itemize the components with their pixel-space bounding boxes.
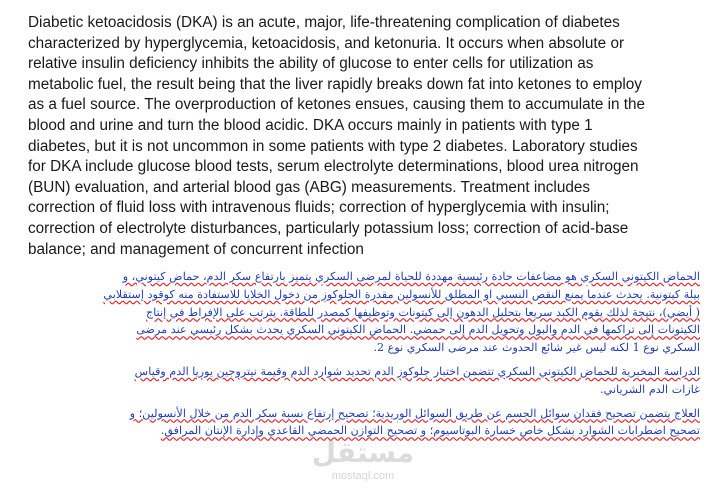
watermark <box>308 436 418 496</box>
arabic-line: ( أيضي)، نتيجة لذلك يقوم الكبد سريعا بتحليل الدهون إلى كيتونات وتوظيفها كمصدر للطاقة. يترتب على الإفراط في إنتاج <box>146 305 700 319</box>
arabic-line: بيلة كيتونية. يحدث عندما يمنع النقص النسبي او المطلق للأنسولين مقدرة الجلوكوز من دخول الخلايا للاستفادة منه كوقود إستقلابي <box>103 287 700 301</box>
arabic-line: الحماض الكيتوني السكري هو مضاعفات حادة رئيسية مهددة للحياة لمرضى السكري يتميز بارتفاع سكر الدم، حماض كيتوني، و <box>122 270 700 283</box>
english-line: balance; and management of concurrent infection <box>28 240 364 258</box>
english-line: metabolic fuel, the result being that the liver rapidly breaks down fat into ketones to employ <box>28 75 642 93</box>
watermark-logo: مستقل <box>311 436 415 469</box>
watermark-url: mostaql.com <box>331 470 395 482</box>
english-line: characterized by hyperglycemia, ketoacidosis, and ketonuria. It occurs when absolute or <box>28 34 625 52</box>
arabic-line: الكيتونات إلى تراكمها في الدم والبول وتحويل الدم إلى حمضي. الحماض الكيتوني السكري يحدث بشكل رئيسي عند مرضى <box>136 323 700 337</box>
english-paragraph <box>28 13 704 260</box>
arabic-line: الدراسة المخبرية للحماض الكيتوني السكري تتضمن اختبار جلوكوز الدم تحديد شوارد الدم وقيمة نيتروجين يوريا الدم وقياس <box>134 364 700 378</box>
english-line: for DKA include glucose blood tests, serum electrolyte determinations, blood urea nitrogen <box>28 158 639 176</box>
arabic-line: غازات الدم الشرياني. <box>600 382 700 396</box>
arabic-line: العلاج يتضمن تصحيح فقدان سوائل الجسم عن طريق السوائل الوريدية؛ تصحيح إرتفاع نسبة سكر الدم من خلال الأنسولين؛ و <box>129 406 700 420</box>
english-line: relative insulin deficiency inhibits the ability of glucose to enter cells for utilization as <box>28 55 594 73</box>
arabic-translation <box>10 268 700 440</box>
english-line: (BUN) evaluation, and arterial blood gas (ABG) measurements. Treatment includes <box>28 178 590 196</box>
arabic-line: تصحيح اضطرابات الشوارد بشكل خاص خسارة البوتاسيوم؛ و تصحيح التوازن الحمضي القاعدي وإدارة الإنتان المرافق. <box>160 424 700 438</box>
english-line: as a fuel source. The overproduction of ketones ensues, causing them to accumulate in the <box>28 96 646 114</box>
english-line: Diabetic ketoacidosis (DKA) is an acute, major, life-threatening complication of diabetes <box>28 14 620 31</box>
english-line: diabetes, but it is not uncommon in some patients with type 2 diabetes. Laboratory studies <box>28 137 638 155</box>
arabic-line: السكري نوع 1 لكنه ليس غير شائع الحدوث عند مرضى السكري نوع 2. <box>373 341 700 355</box>
english-line: correction of fluid loss with intravenous fluids; correction of hyperglycemia with insulin; <box>28 199 610 217</box>
english-line: blood and urine and turn the blood acidic. DKA occurs mainly in patients with type 1 <box>28 116 593 134</box>
english-line: correction of electrolyte disturbances, particularly potassium loss; correction of acid-base <box>28 219 629 237</box>
